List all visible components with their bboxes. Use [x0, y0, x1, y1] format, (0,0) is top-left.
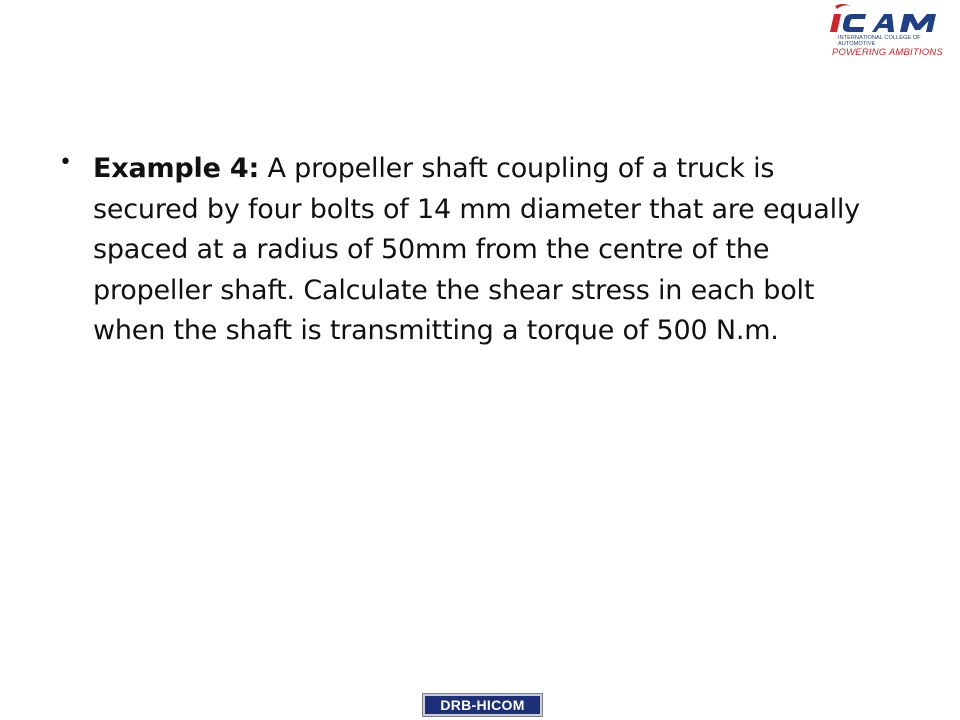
example-paragraph — [93, 149, 863, 352]
example-text: A propeller shaft coupling of a truck is secured by four bolts of 14 mm diameter that are equally spaced at a radius of 50mm from the centre of the propeller shaft. Calculate the shear stress in each bolt when the shaft is transmitting a torque of 500 N.m. — [93, 153, 860, 346]
logo-tagline: POWERING AMBITIONS — [832, 47, 943, 58]
bullet-icon: • — [59, 150, 72, 175]
icam-logo-mark — [826, 3, 950, 37]
drb-hicom-badge — [423, 694, 542, 716]
logo-subtitle-line-1: INTERNATIONAL COLLEGE OF — [838, 35, 921, 41]
icam-logo — [826, 3, 950, 63]
drb-hicom-label: DRB-HICOM — [440, 697, 525, 713]
logo-subtitle-line-2: AUTOMOTIVE — [838, 41, 876, 47]
example-label: Example 4: — [93, 153, 260, 184]
